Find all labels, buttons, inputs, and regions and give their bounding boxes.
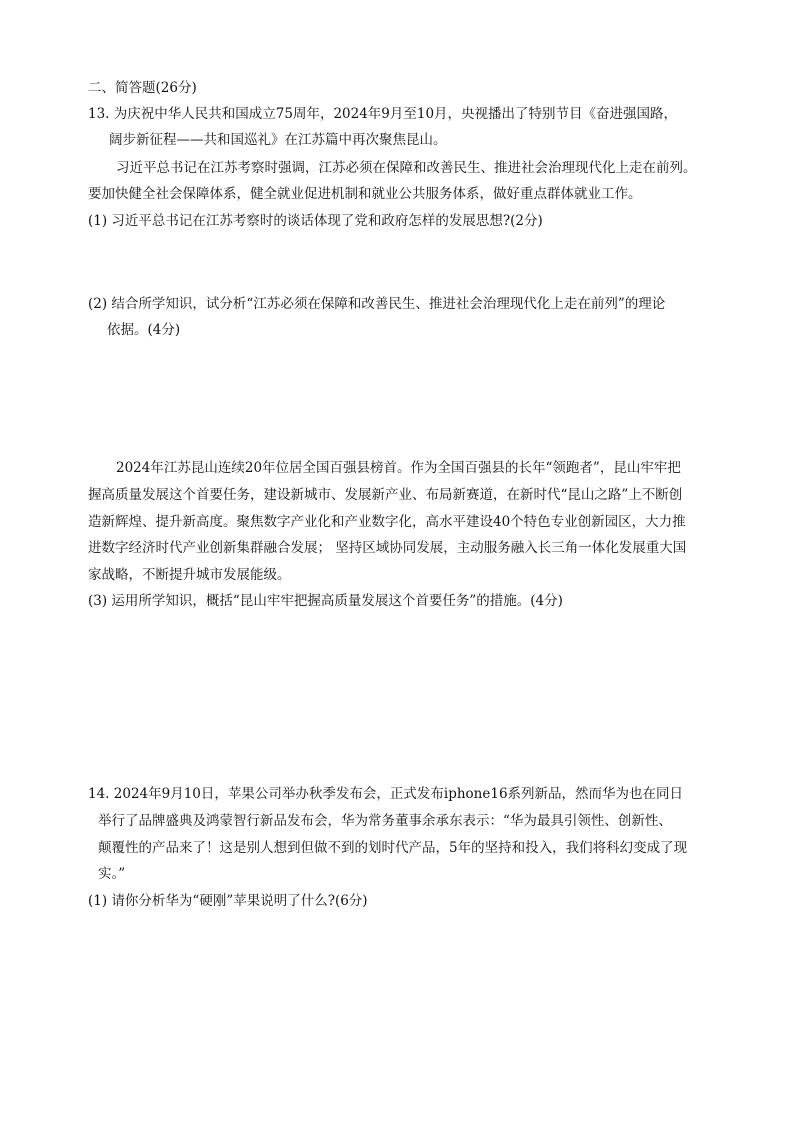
q13-material-line5: 家战略，不断提升城市发展能级。 (88, 567, 291, 583)
section-title: 二、简答题(26分) (88, 80, 197, 96)
q13-subquestion-3: (3) 运用所学知识，概括“昆山牢牢把握高质量发展这个首要任务”的措施。(4分) (88, 593, 563, 609)
q14-stem-line1: 14. 2024年9月10日，苹果公司举办秋季发布会，正式发布iphone16系列新品，然而华为也在同日 (88, 786, 684, 802)
q13-paragraph-line1: 习近平总书记在江苏考察时强调，江苏必须在保障和改善民生、推进社会治理现代化上走在前列。 (116, 160, 697, 176)
q13-subquestion-2-line2: 依据。(4分) (107, 322, 181, 338)
q13-subquestion-2-line1: (2) 结合所学知识，试分析“江苏必须在保障和改善民生、推进社会治理现代化上走在前列”的理论 (88, 296, 666, 312)
q14-answer-space-1 (88, 915, 708, 1095)
q13-paragraph-line2: 要加快健全社会保障体系，健全就业促进机制和就业公共服务体系，做好重点群体就业工作。 (88, 186, 642, 202)
q13-material-line2: 握高质量发展这个首要任务，建设新城市、发展新产业、布局新赛道，在新时代“昆山之路”上不断创 (88, 487, 683, 503)
q13-material-line3: 造新辉煌、提升新高度。聚焦数字产业化和产业数字化，高水平建设40个特色专业创新园区，大力推 (88, 514, 686, 530)
q13-material-line4: 进数字经济时代产业创新集群融合发展； 坚持区域协同发展，主动服务融入长三角一体化发展重大国 (88, 540, 687, 556)
q13-stem-line2: 阔步新征程——共和国巡礼》在江苏篇中再次聚焦昆山。 (109, 132, 447, 148)
q14-subquestion-1: (1) 请你分析华为“硬刚”苹果说明了什么?(6分) (88, 893, 368, 909)
q14-stem-line4: 实。” (98, 866, 126, 882)
q13-answer-space-3 (88, 615, 708, 775)
q13-material-line1: 2024年江苏昆山连续20年位居全国百强县榜首。作为全国百强县的长年“领跑者”，昆山牢牢把 (116, 460, 681, 476)
q14-stem-line2: 举行了品牌盛典及鸿蒙智行新品发布会，华为常务董事余承东表示：“华为最具引领性、创新性、 (98, 813, 672, 829)
q13-answer-space-1 (88, 235, 708, 290)
q13-subquestion-1: (1) 习近平总书记在江苏考察时的谈话体现了党和政府怎样的发展思想?(2分) (88, 213, 543, 229)
q13-answer-space-2 (88, 345, 708, 450)
q13-stem-line1: 13. 为庆祝中华人民共和国成立75周年，2024年9月至10月，央视播出了特别节目《奋进强国路， (88, 106, 678, 122)
q14-stem-line3: 颠覆性的产品来了！这是别人想到但做不到的划时代产品，5年的坚持和投入，我们将科幻变成了现 (98, 840, 688, 856)
